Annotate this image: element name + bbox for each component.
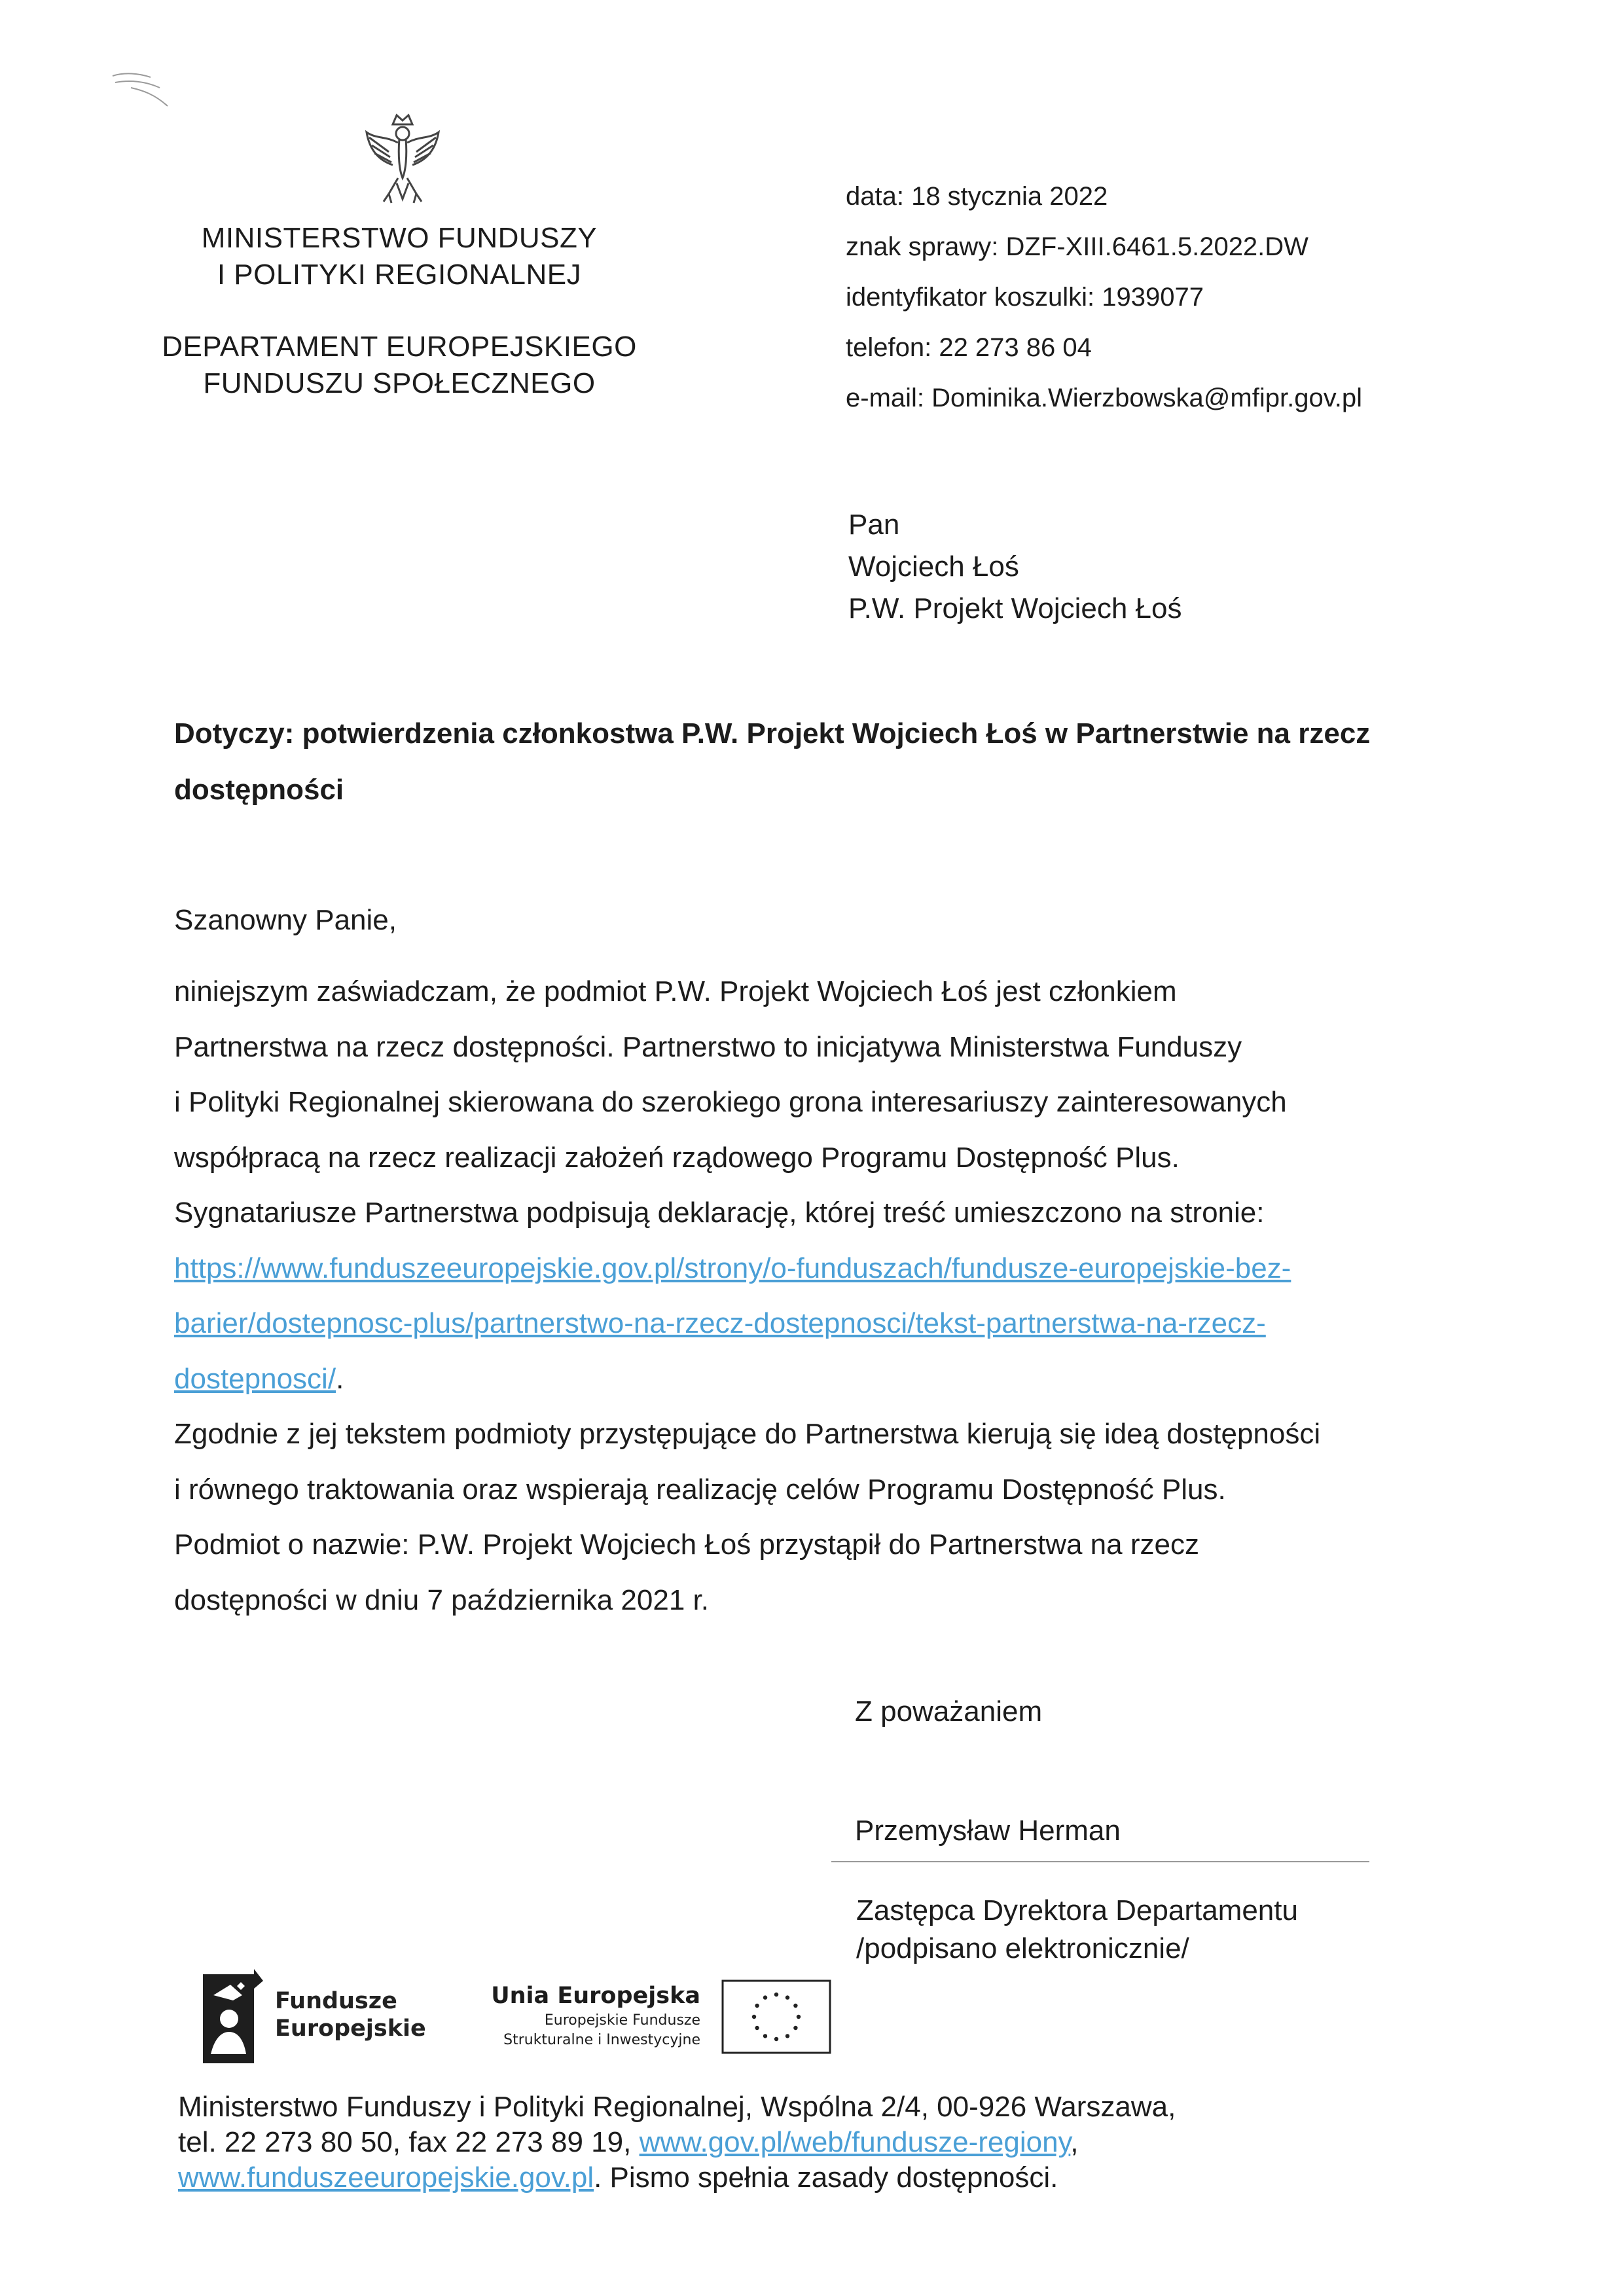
eu-star xyxy=(793,2026,797,2030)
eu-star xyxy=(755,2004,759,2008)
eu-logo-subtitle: Strukturalne i Inwestycyjne xyxy=(503,2032,700,2048)
subject-line: Dotyczy: potwierdzenia członkostwa P.W. Projekt Wojciech Łoś w Partnerstwie na rzecz dostępności xyxy=(174,717,1371,806)
eu-funds-website-link[interactable]: www.funduszeeuropejskie.gov.pl xyxy=(178,2161,594,2194)
footer-punctuation: , xyxy=(1070,2126,1079,2158)
department-name-line: FUNDUSZU SPOŁECZNEGO xyxy=(203,367,596,399)
body-line: Sygnatariusze Partnerstwa podpisują deklarację, której treść umieszczono na stronie: xyxy=(174,1197,1265,1229)
eu-star xyxy=(763,1995,767,1999)
signature-divider xyxy=(831,1861,1369,1862)
partnership-declaration-link[interactable]: barier/dostepnosc-plus/partnerstwo-na-rzecz-dostepnosci/tekst-partnerstwa-na-rzecz- xyxy=(174,1307,1266,1339)
addressee-line: Pan xyxy=(848,509,900,541)
fundusze-europejskie-logo-icon xyxy=(203,1969,263,2066)
body-line: dostępności w dniu 7 października 2021 r. xyxy=(174,1583,709,1616)
eu-logo-text xyxy=(452,1981,700,2050)
body-link-line xyxy=(174,1352,1483,1407)
department-name xyxy=(98,329,700,402)
eu-star xyxy=(752,2015,756,2019)
logo-text-line: Fundusze xyxy=(275,1988,397,2014)
eu-logo-subtitle: Europejskie Fundusze xyxy=(544,2012,700,2029)
body-line: współpracą na rzecz realizacji założeń rządowego Programu Dostępność Plus. xyxy=(174,1141,1180,1174)
addressee xyxy=(848,504,1182,630)
partnership-declaration-link[interactable]: https://www.funduszeeuropejskie.gov.pl/strony/o-funduszach/fundusze-europejskie-bez- xyxy=(174,1252,1291,1284)
eu-logo-title: Unia Europejska xyxy=(491,1983,700,2009)
logo-text-line: Europejskie xyxy=(275,2015,426,2042)
signature-note: /podpisano elektronicznie/ xyxy=(856,1932,1189,1964)
ministry-website-link[interactable]: www.gov.pl/web/fundusze-regiony xyxy=(639,2126,1071,2158)
body-line: Zgodnie z jej tekstem podmioty przystępujące do Partnerstwa kierują się ideą dostępności xyxy=(174,1418,1321,1450)
polish-eagle-emblem-icon xyxy=(360,110,445,208)
partnership-declaration-link[interactable]: dostepnosci/ xyxy=(174,1362,336,1395)
letter-body xyxy=(174,964,1483,1628)
addressee-line: P.W. Projekt Wojciech Łoś xyxy=(848,592,1182,624)
department-name-line: DEPARTAMENT EUROPEJSKIEGO xyxy=(162,331,637,363)
eu-star xyxy=(797,2015,801,2019)
body-link-line xyxy=(174,1241,1483,1297)
body-line: niniejszym zaświadczam, że podmiot P.W. Projekt Wojciech Łoś jest członkiem xyxy=(174,975,1177,1007)
footer-website xyxy=(178,2160,1176,2196)
signer-name: Przemysław Herman xyxy=(855,1815,1121,1847)
eu-star xyxy=(763,2034,767,2038)
signer-title: Zastępca Dyrektora Departamentu xyxy=(856,1894,1298,1926)
ministry-name xyxy=(98,220,700,293)
footer-address: Ministerstwo Funduszy i Polityki Regionalnej, Wspólna 2/4, 00-926 Warszawa, xyxy=(178,2091,1176,2123)
meta-date: data: 18 stycznia 2022 xyxy=(846,182,1108,211)
eu-star xyxy=(785,2034,789,2038)
fundusze-europejskie-logo-text xyxy=(275,1987,426,2042)
footer xyxy=(178,2089,1176,2196)
meta-folder-id: identyfikator koszulki: 1939077 xyxy=(846,283,1204,312)
salutation: Szanowny Panie, xyxy=(174,904,397,936)
meta-phone: telefon: 22 273 86 04 xyxy=(846,333,1092,362)
body-line: i równego traktowania oraz wspierają realizację celów Programu Dostępność Plus. xyxy=(174,1473,1226,1506)
eu-flag-icon xyxy=(721,1979,831,2054)
ministry-name-line: I POLITYKI REGIONALNEJ xyxy=(217,259,582,291)
body-line: Podmiot o nazwie: P.W. Projekt Wojciech Łoś przystąpił do Partnerstwa na rzecz xyxy=(174,1528,1199,1561)
body-line: Partnerstwa na rzecz dostępności. Partnerstwo to inicjatywa Ministerstwa Funduszy xyxy=(174,1030,1242,1063)
link-suffix: . xyxy=(336,1362,344,1395)
body-link-line xyxy=(174,1296,1483,1352)
accessibility-statement: . Pismo spełnia zasady dostępności. xyxy=(594,2161,1058,2194)
signer-block xyxy=(856,1892,1298,1968)
meta-email: e-mail: Dominika.Wierzbowska@mfipr.gov.pl xyxy=(846,384,1362,412)
ministry-name-line: MINISTERSTWO FUNDUSZY xyxy=(201,222,598,254)
eu-star xyxy=(755,2026,759,2030)
eu-star xyxy=(785,1995,789,1999)
eu-star xyxy=(774,1993,778,1997)
addressee-line: Wojciech Łoś xyxy=(848,551,1019,583)
footer-phone-fax: tel. 22 273 80 50, fax 22 273 89 19, xyxy=(178,2126,640,2158)
footer-contact xyxy=(178,2125,1176,2160)
letter-meta xyxy=(846,172,1362,424)
eu-star xyxy=(793,2004,797,2008)
body-line: i Polityki Regionalnej skierowana do szerokiego grona interesariuszy zainteresowanych xyxy=(174,1086,1287,1118)
meta-case-number: znak sprawy: DZF-XIII.6461.5.2022.DW xyxy=(846,232,1308,261)
pen-mark xyxy=(111,68,170,109)
closing-phrase: Z poważaniem xyxy=(855,1695,1043,1727)
eu-star xyxy=(774,2037,778,2041)
